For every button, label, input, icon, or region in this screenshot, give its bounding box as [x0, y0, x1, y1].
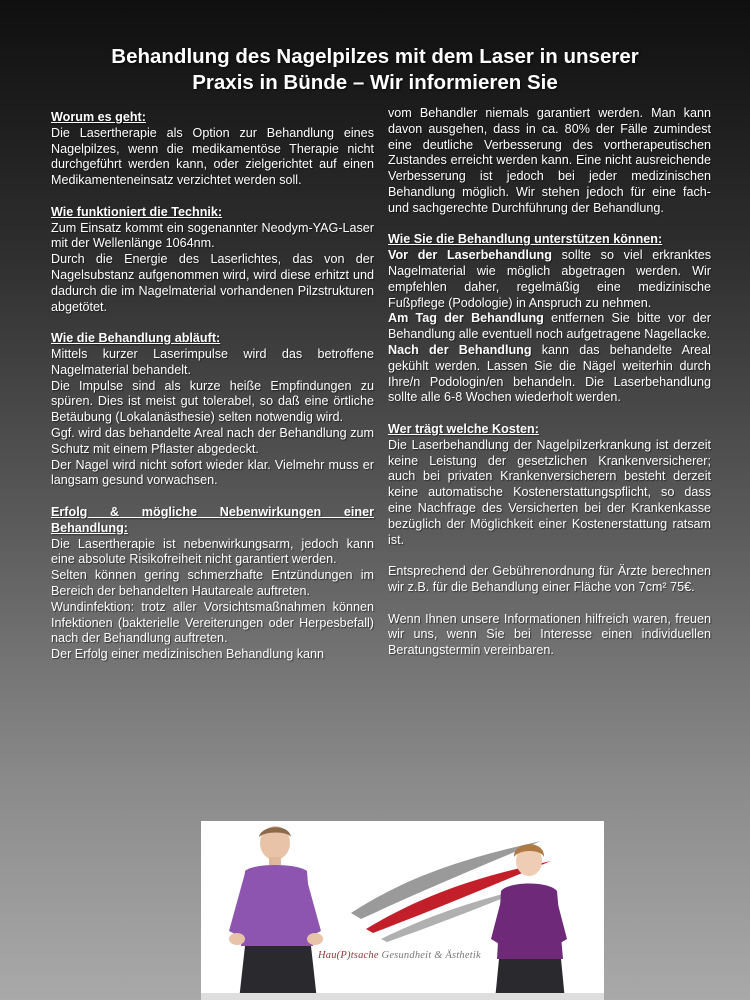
section-erfolg — [51, 505, 374, 663]
paragraph-text: sollte so viel erkranktes Nagelmaterial wie möglich abgetragen werden. Wir empfehlen daher, regelmäßig eine medizinische Fußpflege (Podologie) in Anspruch zu nehmen. — [388, 248, 711, 310]
paragraph: Die Lasertherapie als Option zur Behandlung eines Nagelpilzes, wenn die medikamentöse Therapie nicht durchgeführt werden kann, oder zielgerichtet auf einen Medikamenteneinsatz verzichtet werden soll. — [51, 125, 374, 188]
paragraph: Die Laserbehandlung der Nagelpilzerkrankung ist derzeit keine Leistung der gesetzlichen Krankenversicherer; auch bei privaten Krankenversicherern besteht derzeit keine automatische Kostenerstattungspflicht, so dass eine Nachfrage des Versicherten bei der Krankenkasse bezüglich der Möglichkeit einer Kostenerstattung ratsam ist. — [388, 437, 711, 547]
section-kosten — [388, 422, 711, 548]
bold-lead: Nach der Behandlung — [388, 342, 532, 357]
paragraph-text: kann das behandelte Areal gekühlt werden. Lassen Sie die Nägel weiterhin durch Ihre/n Podologin/en behandeln. Die Laserbehandlung sollte alle 6-8 Wochen wiederholt werden. — [388, 342, 711, 405]
bold-lead: Am Tag der Behandlung — [388, 311, 544, 326]
paragraph: Selten können gering schmerzhafte Entzündungen im Bereich der behandelten Hautareale auftreten. — [51, 568, 374, 598]
section-price — [388, 564, 711, 596]
section-worum — [51, 110, 374, 189]
paragraph: Der Erfolg einer medizinischen Behandlung kann — [51, 647, 325, 662]
paragraph: Ggf. wird das behandelte Areal nach der Behandlung zum Schutz mit einem Pflaster abgedeckt. — [51, 425, 374, 456]
section-heading: Worum es geht: — [51, 110, 146, 124]
team-photo — [201, 821, 604, 1000]
page-title — [20, 44, 730, 96]
logo-text-b: Gesundheit & Ästhetik — [378, 950, 481, 961]
paragraph: Wenn Ihnen unsere Informationen hilfreich waren, freuen wir uns, wenn Sie bei Interesse einen individuellen Beratungstermin vereinbaren. — [388, 611, 711, 658]
paragraph: Die Impulse sind als kurze heiße Empfindungen zu spüren. Dies ist meist gut tolerabel, so daß eine örtliche Betäubung (Lokalanästhesie) selten notwendig wird. — [51, 378, 374, 425]
paragraph — [388, 248, 711, 311]
team-photo-illustration — [201, 821, 604, 1000]
page-title-line1: Behandlung des Nagelpilzes mit dem Laser in unserer — [111, 45, 639, 68]
section-heading: Erfolg & mögliche Nebenwirkungen einer Behandlung: — [51, 504, 374, 535]
paragraph: Der Nagel wird nicht sofort wieder klar. Vielmehr muss er langsam gesund vorwachsen. — [51, 457, 374, 488]
section-heading: Wie funktioniert die Technik: — [51, 204, 223, 219]
bold-lead: Vor der Laserbehandlung — [388, 248, 552, 263]
left-column — [51, 110, 374, 663]
section-thanks — [388, 612, 711, 659]
paragraph — [388, 343, 711, 406]
paragraph: Mittels kurzer Laserimpulse wird das betroffene Nagelmaterial behandelt. — [51, 346, 374, 377]
practice-logo-text — [318, 950, 481, 961]
section-continued — [388, 106, 711, 217]
paragraph: Wundinfektion: trotz aller Vorsichtsmaßnahmen können Infektionen (bakterielle Vereiterungen oder Herpesbefall) nach der Behandlung auftreten. — [51, 599, 374, 646]
paragraph: vom Behandler niemals garantiert werden. Man kann davon ausgehen, dass in ca. 80% der Fälle zumindest eine deutliche Verbesserung des vortherapeutischen Zustandes erreicht werden kann. Eine nicht ausreichende Verbesserung ist jedoch bei jeder medizinischen Behandlung möglich. Wir stehen jedoch für eine fach- und sachgerechte Durchführung der Behandlung. — [388, 106, 711, 215]
paragraph: Entsprechend der Gebührenordnung für Ärzte berechnen wir z.B. für die Behandlung einer Fläche von 7cm² 75€. — [388, 564, 711, 594]
section-heading: Wie die Behandlung abläuft: — [51, 331, 221, 346]
section-heading: Wie Sie die Behandlung unterstützen können: — [388, 232, 663, 247]
page-title-line2: Praxis in Bünde – Wir informieren Sie — [192, 71, 558, 94]
right-column — [388, 106, 711, 675]
paragraph-text: entfernen Sie bitte vor der Behandlung alle eventuell noch aufgetragene Nagellacke. — [388, 311, 711, 342]
logo-text-a: Hau(P)tsache — [318, 950, 379, 961]
paragraph: Die Lasertherapie ist nebenwirkungsarm, jedoch kann eine absolute Risikofreiheit nicht garantiert werden. — [51, 536, 374, 567]
section-unterstuetzen — [388, 232, 711, 406]
paragraph: Zum Einsatz kommt ein sogenannter Neodym-YAG-Laser mit der Wellenlänge 1064nm. — [51, 220, 374, 251]
section-technik — [51, 205, 374, 316]
paragraph — [388, 311, 711, 343]
paragraph: Durch die Energie des Laserlichtes, das von der Nagelsubstanz aufgenommen wird, wird diese erhitzt und dadurch die im Nagelmaterial vorhandenen Pilzstrukturen abgetötet. — [51, 252, 374, 314]
section-heading: Wer trägt welche Kosten: — [388, 421, 539, 436]
section-ablauf — [51, 331, 374, 489]
